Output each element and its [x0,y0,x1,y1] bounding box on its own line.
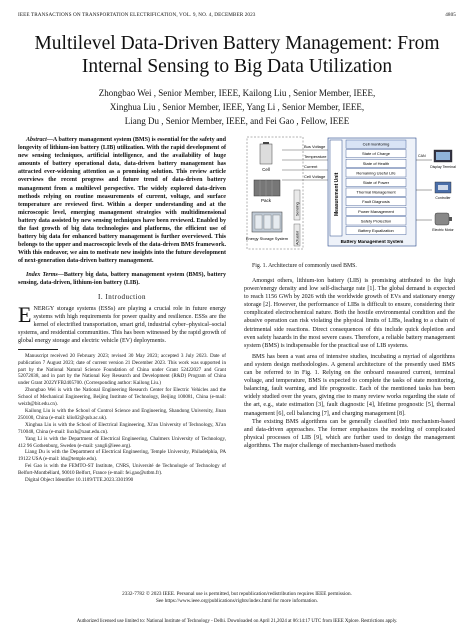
section-heading-introduction: I. Introduction [98,292,146,301]
index-terms-text: Battery big data, battery management system (BMS), battery sensing, data-driven, lithium-ion battery (LIB). [18,271,226,286]
controller-icon [435,182,451,193]
copyright-notice [0,591,474,605]
energy-storage-cabinet-icon [252,212,282,232]
author-line-1: Zhongbao Wei , Senior Member, IEEE, Kailong Liu , Senior Member, IEEE, [98,88,376,98]
electric-motor-icon [435,213,452,225]
pack-label: Pack [260,198,272,203]
title-line-1: Multilevel Data-Driven Battery Management: From [34,33,440,54]
index-terms-label: Index Terms— [26,271,64,278]
copyright-line-2: See https://www.ieee.org/publications/rights/index.html for more information. [155,598,319,604]
output-display-terminal: Display Terminal [430,165,456,169]
journal-name: IEEE TRANSACTIONS ON TRANSPORTATION ELECTRIFICATION, VOL. 9, NO. 4, DECEMBER 2023 [18,12,256,18]
function-item: Power Management [358,208,394,214]
title-line-2: Internal Sensing to Big Data Utilization [81,56,393,77]
input-temperature: Temperature [304,154,327,159]
body-paragraph: The existing BMS algorithms can be generally classified into mechanism-based and data-driven approaches. The former emphasizes the modeling of complicated physical processes of LIB [9], which are further used to design the management algorithms. The major challenge of mechanism-based methods [244,418,455,449]
footnote: Fei Gao is with the FEMTO-ST Institute, CNRS, Université de Technologie of Technology of Belfort-Montbéliard, 90010 Belfort, France (e-mail: fei.gao@utbm.fr). [18,463,226,477]
abstract [18,136,226,266]
cell-label: Cell [262,167,270,172]
author-line-3: Liang Du , Senior Member, IEEE, and Fei Gao , Fellow, IEEE [124,116,350,126]
footnote: Manuscript received 20 February 2023; revised 30 May 2023; accepted 3 July 2023. Date of publication 7 August 2023; date of current version 21 December 2023. This work was supported in part by the National Natural Science Foundation of China under Grant 52422027 and Grant 52072038, and in part by the National Key Research and Development (R&D) Program of China under Grant 2022YFB2405700. (Corresponding author: Kailong Liu.) [18,352,226,387]
footnote: Liang Du is with the Department of Electrical Engineering, Temple University, Philadelphia, PA 19122 USA (e-mail: ldu@temple.edu). [18,449,226,463]
paper-title [0,32,474,78]
function-item: Battery Equalization [358,228,394,233]
measurement-unit-label: Measurement Unit [334,172,340,216]
abstract-text: A battery management system (BMS) is essential for the safety and longevity of lithium-ion battery (LIB) utilization. With the rapid development of new sensing techniques, artificial intelligence, and the availability of huge amounts of battery operational data, data-driven battery management has attracted ever-widening attention as a promising solution. This review article overviews the recent progress and future trend of data-driven battery management from a multilevel perspective. The widely explored data-driven methods relying on routine measurements of current, voltage, and surface temperature are reviewed first. Within a deeper understanding and at the microscopic level, emerging management strategies with multidimensional battery data assisted by new sensing techniques have been reviewed. Enabled by the fast growth of big data technologies and platforms, the efficient use of battery big data for enhanced battery management is further overviewed. This belongs to the upper and macroscopic levels of the data-driven BMS framework. With this endeavor, we aim to motivate new insights into the future development of next-generation data-driven battery management. [18,137,226,265]
function-item: Thermal Management [356,189,396,195]
battery-pack-icon [254,180,280,196]
can-label: CAN [418,154,426,158]
actuator-label: Actuator [295,230,300,245]
right-column [244,277,455,450]
ess-label: Energy Storage System [246,236,289,241]
input-cell-voltage: Cell Voltage [304,174,326,179]
footnote: Xinghua Liu is with the School of Electrical Engineering, Xi'an University of Technology, Xi'an 710048, China (e-mail: liuxh@xaut.edu.cn). [18,421,226,435]
figure-caption: Fig. 1. Architecture of commonly used BMS. [252,263,357,269]
left-column [18,136,226,484]
running-header [18,12,456,22]
index-terms [18,271,226,287]
sensing-label: Sensing [295,202,300,216]
author-line-2: Xinghua Liu , Senior Member, IEEE, Yang Li , Senior Member, IEEE, [109,102,365,112]
function-item: State of Health [362,160,390,166]
battery-cell-icon [260,142,272,164]
figure-bms-architecture [246,136,456,258]
drop-cap: E [18,301,32,327]
footnote: Kailong Liu is with the School of Control Science and Engineering, Shandong University, Jinan 250100, China (e-mail: kliu02@qub.ac.uk). [18,408,226,421]
copyright-line-1: 2332-7782 © 2023 IEEE. Personal use is permitted, but republication/redistribution requires IEEE permission. [122,591,352,597]
input-current: Current [304,164,318,169]
footnotes [18,353,226,484]
download-notice: Authorized licensed use limited to: National Institute of Technology - Delhi. Downloaded on April 21,2024 at 06:14:17 UTC from IEEE Xplore. Restrictions apply. [76,619,398,624]
function-item: State of Charge [361,151,391,157]
display-terminal-icon [434,150,452,162]
output-electric-motor: Electric Motor [432,228,454,232]
function-item: Fault Diagnosis [362,199,390,205]
output-controller: Controller [435,196,451,200]
footnote: Yang Li is with the Department of Electrical Engineering, Chalmers University of Technology, 412 96 Gothenburg, Sweden (e-mail: yangli@ieee.org). [18,435,226,449]
body-paragraph: Amongst others, lithium-ion battery (LIB) is promising attributed to the high power/energy density and low self-discharge rate [1]. The global demand is expected to reach 1156 GWh by 2026 with the worldwide growth of EVs and stationary energy storage [2]. However, the performance of LIBs is difficult to ensure, considering their complicated electrochemical nature. Both the hostile environmental condition and the abusive operation can risk violating the physical limits of LIBs, leading to a chain of detrimental side reactions. Direct consequences of this include quick depletion and even safety hazards in the most severe cases. Therefore, a reliable battery management system (BMS) is indispensable for the practical use of LIB systems. [244,278,455,349]
function-item: Remaining Useful Life [356,170,396,176]
intro-text: NERGY storage systems (ESSs) are playing a crucial role in future energy systems with high requirements for power quality and resilience. ESSs are the kernel of electrified transportation, smart grid, industrial cyber–physical–social systems, and residential communities. This has been witnessed by the rapid growth of global energy storage and electric vehicle (EV) deployments. [18,305,226,345]
bms-label: Battery Management System [340,239,404,244]
body-paragraph: BMS has been a vast area of intensive studies, incubating a myriad of algorithms and system design methodologies. A general architecture of the presently used BMS can be referred to in Fig. 1. Relying on the onboard measured current, terminal voltage, and temperature, BMS is expected to complete the tasks of state monitoring, balancing, fault warning, and life prognostic. Each of the mentioned tasks has been widely studied over the years, giving rise to many review works regarding the state of the art, e.g., state estimation [3], fault diagnostic [4], lifetime prognostic [5], thermal management [6], cell balancing [7], and charging management [8]. [244,353,455,417]
abstract-label: Abstract— [26,137,53,143]
author-list [0,86,474,128]
function-item: State of Power [362,180,390,185]
page-number: 4805 [445,12,456,18]
function-item: Cell monitoring [362,141,390,147]
input-bus-voltage: Bus Voltage [304,144,326,149]
footnote-divider [18,349,58,350]
doi: Digital Object Identifier 10.1109/TTE.2023.3301990 [25,477,134,484]
intro-paragraph [18,301,226,345]
function-item: Safety Protection [360,218,392,224]
footnote: Zhongbao Wei is with the National Engineering Research Center for Electric Vehicles and the School of Mechanical Engineering, Beijing Institute of Technology, Beijing 100081, China (e-mail: weizb@bit.edu.cn). [18,387,226,408]
